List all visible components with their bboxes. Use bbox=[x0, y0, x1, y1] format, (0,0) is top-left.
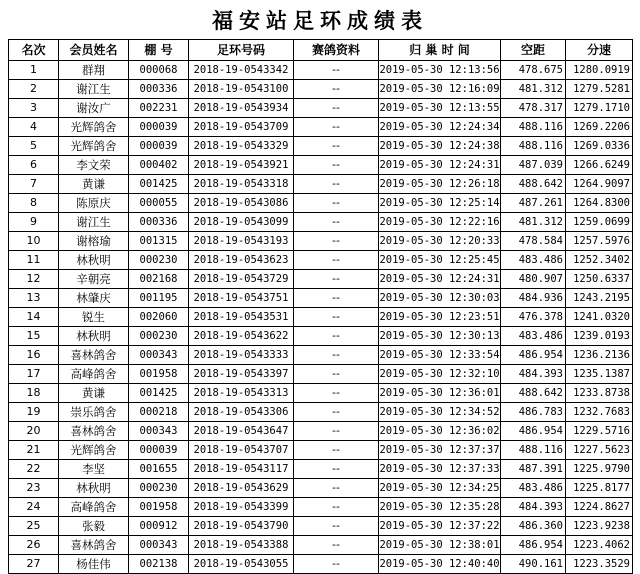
col-header-speed: 分速 bbox=[566, 40, 633, 61]
distance-cell: 481.312 bbox=[501, 213, 566, 232]
table-row bbox=[9, 232, 633, 251]
arrival-time-cell: 2019-05-30 12:30:03 bbox=[379, 289, 501, 308]
distance-cell: 490.161 bbox=[501, 555, 566, 574]
table-row bbox=[9, 175, 633, 194]
pigeon-info-cell: -- bbox=[294, 308, 379, 327]
distance-cell: 486.954 bbox=[501, 422, 566, 441]
page-title: 福安站足环成绩表 bbox=[212, 8, 428, 33]
distance-cell: 487.261 bbox=[501, 194, 566, 213]
pigeon-info-cell: -- bbox=[294, 403, 379, 422]
rank-cell: 3 bbox=[9, 99, 59, 118]
loft-number-cell: 000218 bbox=[129, 403, 189, 422]
speed-cell: 1224.8627 bbox=[566, 498, 633, 517]
speed-cell: 1250.6337 bbox=[566, 270, 633, 289]
speed-cell: 1280.0919 bbox=[566, 61, 633, 80]
table-row bbox=[9, 137, 633, 156]
distance-cell: 478.317 bbox=[501, 99, 566, 118]
arrival-time-cell: 2019-05-30 12:25:14 bbox=[379, 194, 501, 213]
col-header-arrival-time: 归 巢 时 间 bbox=[379, 40, 501, 61]
distance-cell: 483.486 bbox=[501, 479, 566, 498]
pigeon-info-cell: -- bbox=[294, 460, 379, 479]
arrival-time-cell: 2019-05-30 12:36:01 bbox=[379, 384, 501, 403]
distance-cell: 488.642 bbox=[501, 384, 566, 403]
ring-number-cell: 2018-19-0543647 bbox=[189, 422, 294, 441]
pigeon-info-cell: -- bbox=[294, 384, 379, 403]
ring-number-cell: 2018-19-0543934 bbox=[189, 99, 294, 118]
table-row bbox=[9, 365, 633, 384]
rank-cell: 21 bbox=[9, 441, 59, 460]
member-name-cell: 谢江生 bbox=[59, 80, 129, 99]
arrival-time-cell: 2019-05-30 12:30:13 bbox=[379, 327, 501, 346]
member-name-cell: 光辉鸽舍 bbox=[59, 137, 129, 156]
distance-cell: 476.378 bbox=[501, 308, 566, 327]
table-row bbox=[9, 99, 633, 118]
speed-cell: 1269.2206 bbox=[566, 118, 633, 137]
ring-number-cell: 2018-19-0543329 bbox=[189, 137, 294, 156]
ring-number-cell: 2018-19-0543086 bbox=[189, 194, 294, 213]
ring-number-cell: 2018-19-0543318 bbox=[189, 175, 294, 194]
member-name-cell: 高峰鸽舍 bbox=[59, 365, 129, 384]
speed-cell: 1232.7683 bbox=[566, 403, 633, 422]
loft-number-cell: 001958 bbox=[129, 365, 189, 384]
member-name-cell: 喜林鸽舍 bbox=[59, 346, 129, 365]
rank-cell: 8 bbox=[9, 194, 59, 213]
speed-cell: 1233.8738 bbox=[566, 384, 633, 403]
arrival-time-cell: 2019-05-30 12:16:09 bbox=[379, 80, 501, 99]
loft-number-cell: 001315 bbox=[129, 232, 189, 251]
pigeon-info-cell: -- bbox=[294, 270, 379, 289]
distance-cell: 486.954 bbox=[501, 346, 566, 365]
table-row bbox=[9, 517, 633, 536]
ring-number-cell: 2018-19-0543531 bbox=[189, 308, 294, 327]
loft-number-cell: 000039 bbox=[129, 441, 189, 460]
ring-number-cell: 2018-19-0543921 bbox=[189, 156, 294, 175]
distance-cell: 488.116 bbox=[501, 441, 566, 460]
loft-number-cell: 001655 bbox=[129, 460, 189, 479]
loft-number-cell: 001958 bbox=[129, 498, 189, 517]
ring-number-cell: 2018-19-0543623 bbox=[189, 251, 294, 270]
member-name-cell: 林肇庆 bbox=[59, 289, 129, 308]
distance-cell: 480.907 bbox=[501, 270, 566, 289]
distance-cell: 481.312 bbox=[501, 80, 566, 99]
distance-cell: 483.486 bbox=[501, 251, 566, 270]
loft-number-cell: 000068 bbox=[129, 61, 189, 80]
table-row bbox=[9, 441, 633, 460]
member-name-cell: 喜林鸽舍 bbox=[59, 536, 129, 555]
pigeon-info-cell: -- bbox=[294, 137, 379, 156]
ring-number-cell: 2018-19-0543397 bbox=[189, 365, 294, 384]
loft-number-cell: 002231 bbox=[129, 99, 189, 118]
pigeon-info-cell: -- bbox=[294, 175, 379, 194]
member-name-cell: 林秋明 bbox=[59, 479, 129, 498]
rank-cell: 1 bbox=[9, 61, 59, 80]
member-name-cell: 光辉鸽舍 bbox=[59, 441, 129, 460]
rank-cell: 22 bbox=[9, 460, 59, 479]
pigeon-info-cell: -- bbox=[294, 232, 379, 251]
distance-cell: 486.783 bbox=[501, 403, 566, 422]
loft-number-cell: 000343 bbox=[129, 346, 189, 365]
member-name-cell: 谢汝广 bbox=[59, 99, 129, 118]
member-name-cell: 谢榕瑜 bbox=[59, 232, 129, 251]
speed-cell: 1223.9238 bbox=[566, 517, 633, 536]
rank-cell: 4 bbox=[9, 118, 59, 137]
pigeon-info-cell: -- bbox=[294, 99, 379, 118]
ring-number-cell: 2018-19-0543313 bbox=[189, 384, 294, 403]
table-row bbox=[9, 555, 633, 574]
speed-cell: 1225.9790 bbox=[566, 460, 633, 479]
loft-number-cell: 000230 bbox=[129, 251, 189, 270]
member-name-cell: 张毅 bbox=[59, 517, 129, 536]
distance-cell: 483.486 bbox=[501, 327, 566, 346]
arrival-time-cell: 2019-05-30 12:24:31 bbox=[379, 156, 501, 175]
distance-cell: 484.393 bbox=[501, 365, 566, 384]
speed-cell: 1264.8300 bbox=[566, 194, 633, 213]
member-name-cell: 李坚 bbox=[59, 460, 129, 479]
arrival-time-cell: 2019-05-30 12:24:31 bbox=[379, 270, 501, 289]
distance-cell: 487.039 bbox=[501, 156, 566, 175]
speed-cell: 1264.9097 bbox=[566, 175, 633, 194]
table-row bbox=[9, 289, 633, 308]
arrival-time-cell: 2019-05-30 12:34:25 bbox=[379, 479, 501, 498]
speed-cell: 1236.2136 bbox=[566, 346, 633, 365]
rank-cell: 12 bbox=[9, 270, 59, 289]
ring-number-cell: 2018-19-0543399 bbox=[189, 498, 294, 517]
loft-number-cell: 000039 bbox=[129, 137, 189, 156]
pigeon-info-cell: -- bbox=[294, 441, 379, 460]
arrival-time-cell: 2019-05-30 12:32:10 bbox=[379, 365, 501, 384]
member-name-cell: 崇乐鸽舍 bbox=[59, 403, 129, 422]
distance-cell: 486.360 bbox=[501, 517, 566, 536]
member-name-cell: 锐生 bbox=[59, 308, 129, 327]
loft-number-cell: 001425 bbox=[129, 175, 189, 194]
distance-cell: 478.675 bbox=[501, 61, 566, 80]
loft-number-cell: 000039 bbox=[129, 118, 189, 137]
loft-number-cell: 000230 bbox=[129, 479, 189, 498]
table-row bbox=[9, 346, 633, 365]
arrival-time-cell: 2019-05-30 12:22:16 bbox=[379, 213, 501, 232]
pigeon-info-cell: -- bbox=[294, 555, 379, 574]
rank-cell: 15 bbox=[9, 327, 59, 346]
rank-cell: 5 bbox=[9, 137, 59, 156]
pigeon-info-cell: -- bbox=[294, 213, 379, 232]
speed-cell: 1223.4062 bbox=[566, 536, 633, 555]
ring-number-cell: 2018-19-0543622 bbox=[189, 327, 294, 346]
table-row bbox=[9, 498, 633, 517]
speed-cell: 1257.5976 bbox=[566, 232, 633, 251]
table-row bbox=[9, 118, 633, 137]
distance-cell: 488.116 bbox=[501, 137, 566, 156]
ring-number-cell: 2018-19-0543100 bbox=[189, 80, 294, 99]
rank-cell: 27 bbox=[9, 555, 59, 574]
table-row bbox=[9, 460, 633, 479]
speed-cell: 1259.0699 bbox=[566, 213, 633, 232]
speed-cell: 1269.0336 bbox=[566, 137, 633, 156]
pigeon-info-cell: -- bbox=[294, 61, 379, 80]
member-name-cell: 喜林鸽舍 bbox=[59, 422, 129, 441]
table-row bbox=[9, 194, 633, 213]
col-header-loft-number: 棚 号 bbox=[129, 40, 189, 61]
table-row bbox=[9, 308, 633, 327]
speed-cell: 1241.0320 bbox=[566, 308, 633, 327]
loft-number-cell: 000402 bbox=[129, 156, 189, 175]
pigeon-info-cell: -- bbox=[294, 118, 379, 137]
arrival-time-cell: 2019-05-30 12:25:45 bbox=[379, 251, 501, 270]
rank-cell: 25 bbox=[9, 517, 59, 536]
distance-cell: 487.391 bbox=[501, 460, 566, 479]
rank-cell: 6 bbox=[9, 156, 59, 175]
table-row bbox=[9, 61, 633, 80]
pigeon-info-cell: -- bbox=[294, 479, 379, 498]
loft-number-cell: 001425 bbox=[129, 384, 189, 403]
table-row bbox=[9, 80, 633, 99]
table-row bbox=[9, 270, 633, 289]
ring-number-cell: 2018-19-0543729 bbox=[189, 270, 294, 289]
rank-cell: 17 bbox=[9, 365, 59, 384]
arrival-time-cell: 2019-05-30 12:13:56 bbox=[379, 61, 501, 80]
speed-cell: 1229.5716 bbox=[566, 422, 633, 441]
rank-cell: 9 bbox=[9, 213, 59, 232]
table-row bbox=[9, 479, 633, 498]
pigeon-info-cell: -- bbox=[294, 80, 379, 99]
member-name-cell: 杨佳伟 bbox=[59, 555, 129, 574]
ring-number-cell: 2018-19-0543751 bbox=[189, 289, 294, 308]
ring-number-cell: 2018-19-0543629 bbox=[189, 479, 294, 498]
col-header-member-name: 会员姓名 bbox=[59, 40, 129, 61]
rank-cell: 10 bbox=[9, 232, 59, 251]
arrival-time-cell: 2019-05-30 12:23:51 bbox=[379, 308, 501, 327]
rank-cell: 11 bbox=[9, 251, 59, 270]
arrival-time-cell: 2019-05-30 12:37:37 bbox=[379, 441, 501, 460]
ring-number-cell: 2018-19-0543055 bbox=[189, 555, 294, 574]
rank-cell: 7 bbox=[9, 175, 59, 194]
loft-number-cell: 000912 bbox=[129, 517, 189, 536]
arrival-time-cell: 2019-05-30 12:24:38 bbox=[379, 137, 501, 156]
member-name-cell: 黄谦 bbox=[59, 384, 129, 403]
ring-number-cell: 2018-19-0543117 bbox=[189, 460, 294, 479]
ring-number-cell: 2018-19-0543342 bbox=[189, 61, 294, 80]
member-name-cell: 陈原庆 bbox=[59, 194, 129, 213]
arrival-time-cell: 2019-05-30 12:38:01 bbox=[379, 536, 501, 555]
arrival-time-cell: 2019-05-30 12:20:33 bbox=[379, 232, 501, 251]
member-name-cell: 光辉鸽舍 bbox=[59, 118, 129, 137]
pigeon-info-cell: -- bbox=[294, 156, 379, 175]
table-row bbox=[9, 384, 633, 403]
rank-cell: 26 bbox=[9, 536, 59, 555]
ring-number-cell: 2018-19-0543099 bbox=[189, 213, 294, 232]
distance-cell: 484.936 bbox=[501, 289, 566, 308]
member-name-cell: 李文荣 bbox=[59, 156, 129, 175]
distance-cell: 478.584 bbox=[501, 232, 566, 251]
rank-cell: 19 bbox=[9, 403, 59, 422]
table-row bbox=[9, 403, 633, 422]
arrival-time-cell: 2019-05-30 12:35:28 bbox=[379, 498, 501, 517]
rank-cell: 14 bbox=[9, 308, 59, 327]
ring-number-cell: 2018-19-0543306 bbox=[189, 403, 294, 422]
member-name-cell: 群翔 bbox=[59, 61, 129, 80]
loft-number-cell: 000230 bbox=[129, 327, 189, 346]
loft-number-cell: 001195 bbox=[129, 289, 189, 308]
arrival-time-cell: 2019-05-30 12:33:54 bbox=[379, 346, 501, 365]
arrival-time-cell: 2019-05-30 12:36:02 bbox=[379, 422, 501, 441]
rank-cell: 20 bbox=[9, 422, 59, 441]
pigeon-info-cell: -- bbox=[294, 251, 379, 270]
member-name-cell: 林秋明 bbox=[59, 251, 129, 270]
loft-number-cell: 002060 bbox=[129, 308, 189, 327]
ring-number-cell: 2018-19-0543388 bbox=[189, 536, 294, 555]
rank-cell: 16 bbox=[9, 346, 59, 365]
table-row bbox=[9, 327, 633, 346]
rank-cell: 24 bbox=[9, 498, 59, 517]
col-header-pigeon-info: 赛鸽资料 bbox=[294, 40, 379, 61]
ring-number-cell: 2018-19-0543707 bbox=[189, 441, 294, 460]
pigeon-info-cell: -- bbox=[294, 194, 379, 213]
loft-number-cell: 000343 bbox=[129, 536, 189, 555]
table-row bbox=[9, 422, 633, 441]
table-row bbox=[9, 536, 633, 555]
member-name-cell: 辛朝亮 bbox=[59, 270, 129, 289]
speed-cell: 1266.6249 bbox=[566, 156, 633, 175]
loft-number-cell: 000336 bbox=[129, 80, 189, 99]
rank-cell: 23 bbox=[9, 479, 59, 498]
rank-cell: 13 bbox=[9, 289, 59, 308]
distance-cell: 484.393 bbox=[501, 498, 566, 517]
arrival-time-cell: 2019-05-30 12:24:34 bbox=[379, 118, 501, 137]
pigeon-info-cell: -- bbox=[294, 289, 379, 308]
member-name-cell: 高峰鸽舍 bbox=[59, 498, 129, 517]
ring-number-cell: 2018-19-0543790 bbox=[189, 517, 294, 536]
ring-number-cell: 2018-19-0543333 bbox=[189, 346, 294, 365]
ring-number-cell: 2018-19-0543709 bbox=[189, 118, 294, 137]
arrival-time-cell: 2019-05-30 12:37:22 bbox=[379, 517, 501, 536]
pigeon-info-cell: -- bbox=[294, 327, 379, 346]
rank-cell: 18 bbox=[9, 384, 59, 403]
pigeon-info-cell: -- bbox=[294, 346, 379, 365]
loft-number-cell: 000055 bbox=[129, 194, 189, 213]
distance-cell: 486.954 bbox=[501, 536, 566, 555]
distance-cell: 488.642 bbox=[501, 175, 566, 194]
ring-number-cell: 2018-19-0543193 bbox=[189, 232, 294, 251]
col-header-ring-number: 足环号码 bbox=[189, 40, 294, 61]
speed-cell: 1223.3529 bbox=[566, 555, 633, 574]
speed-cell: 1225.8177 bbox=[566, 479, 633, 498]
arrival-time-cell: 2019-05-30 12:40:40 bbox=[379, 555, 501, 574]
member-name-cell: 黄谦 bbox=[59, 175, 129, 194]
speed-cell: 1279.1710 bbox=[566, 99, 633, 118]
member-name-cell: 谢江生 bbox=[59, 213, 129, 232]
pigeon-info-cell: -- bbox=[294, 536, 379, 555]
speed-cell: 1252.3402 bbox=[566, 251, 633, 270]
arrival-time-cell: 2019-05-30 12:37:33 bbox=[379, 460, 501, 479]
pigeon-info-cell: -- bbox=[294, 365, 379, 384]
header-row bbox=[9, 40, 633, 61]
pigeon-info-cell: -- bbox=[294, 517, 379, 536]
loft-number-cell: 000343 bbox=[129, 422, 189, 441]
arrival-time-cell: 2019-05-30 12:13:55 bbox=[379, 99, 501, 118]
col-header-rank: 名次 bbox=[9, 40, 59, 61]
rank-cell: 2 bbox=[9, 80, 59, 99]
col-header-distance: 空距 bbox=[501, 40, 566, 61]
arrival-time-cell: 2019-05-30 12:26:18 bbox=[379, 175, 501, 194]
distance-cell: 488.116 bbox=[501, 118, 566, 137]
speed-cell: 1239.0193 bbox=[566, 327, 633, 346]
table-row bbox=[9, 156, 633, 175]
speed-cell: 1235.1387 bbox=[566, 365, 633, 384]
loft-number-cell: 002138 bbox=[129, 555, 189, 574]
speed-cell: 1243.2195 bbox=[566, 289, 633, 308]
member-name-cell: 林秋明 bbox=[59, 327, 129, 346]
loft-number-cell: 002168 bbox=[129, 270, 189, 289]
table-row bbox=[9, 251, 633, 270]
speed-cell: 1279.5281 bbox=[566, 80, 633, 99]
arrival-time-cell: 2019-05-30 12:34:52 bbox=[379, 403, 501, 422]
table-row bbox=[9, 213, 633, 232]
loft-number-cell: 000336 bbox=[129, 213, 189, 232]
results-table bbox=[8, 39, 633, 574]
pigeon-info-cell: -- bbox=[294, 498, 379, 517]
pigeon-info-cell: -- bbox=[294, 422, 379, 441]
speed-cell: 1227.5623 bbox=[566, 441, 633, 460]
